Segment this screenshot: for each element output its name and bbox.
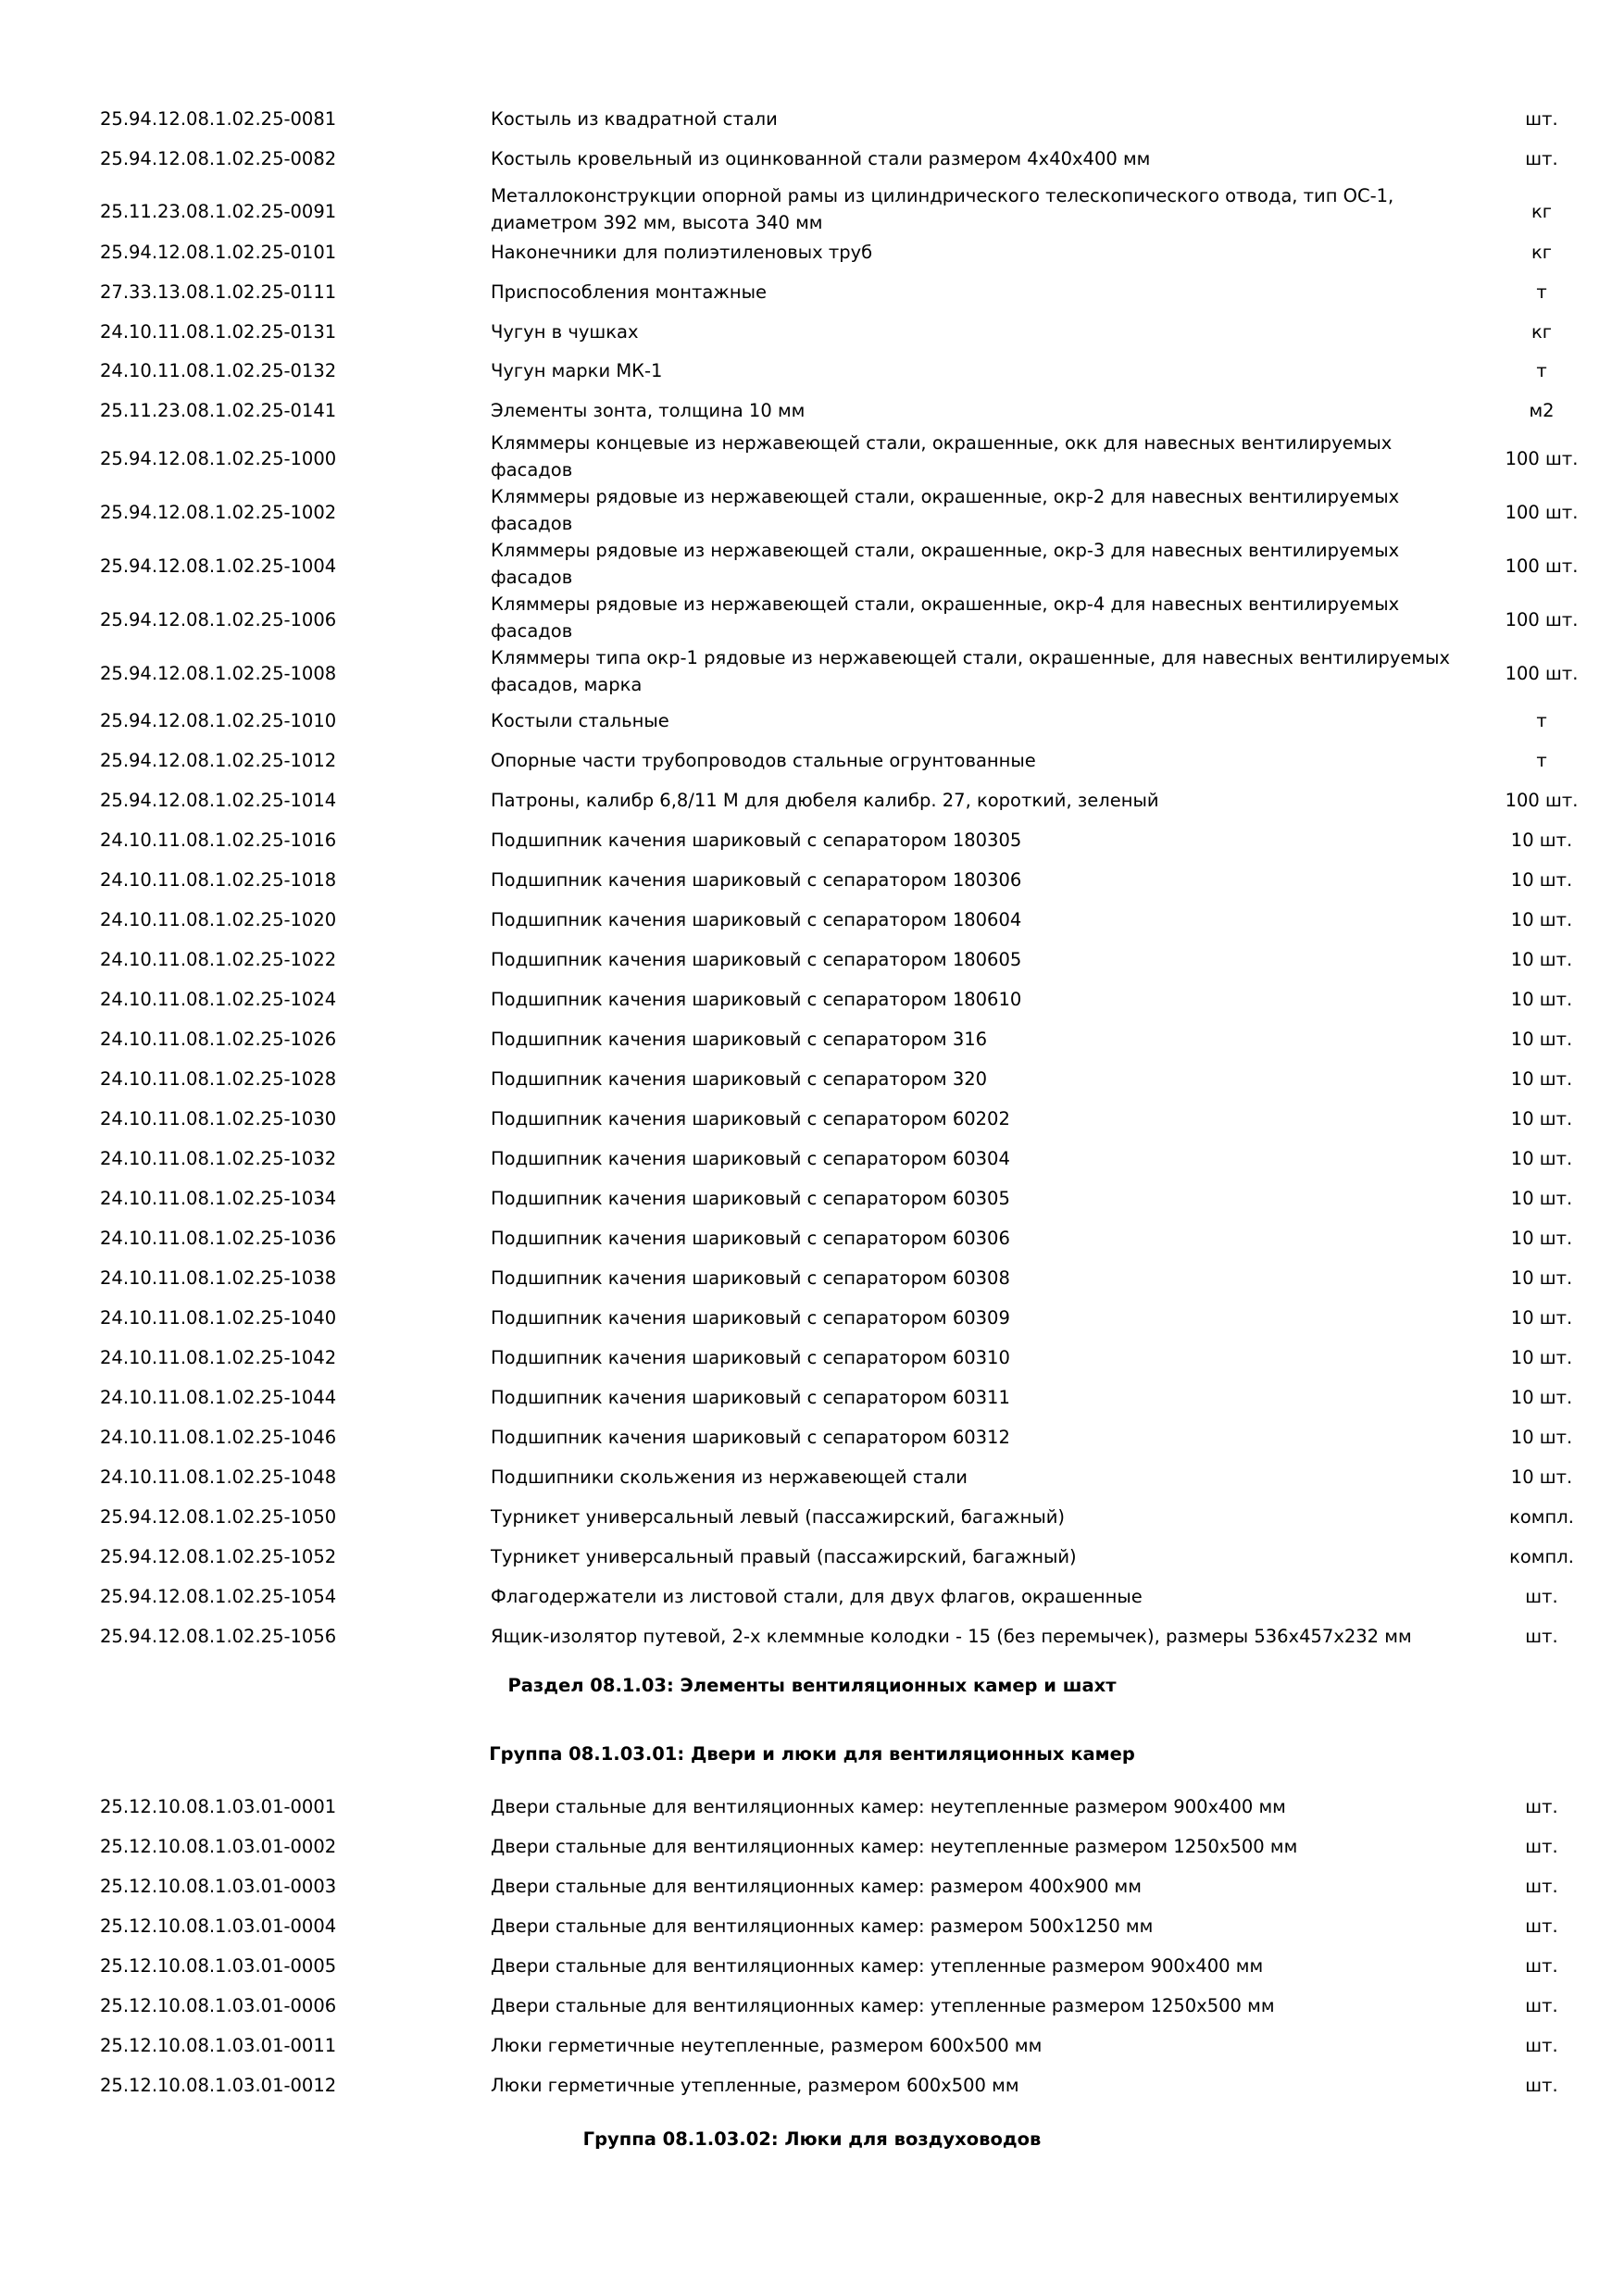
- row-code: 25.94.12.08.1.02.25-1054: [100, 1586, 337, 1607]
- row-code: 24.10.11.08.1.02.25-1024: [100, 989, 337, 1010]
- row-unit: 100 шт.: [1505, 663, 1579, 684]
- row-code: 25.94.12.08.1.02.25-1012: [100, 750, 337, 771]
- row-code: 24.10.11.08.1.02.25-1022: [100, 949, 337, 970]
- group-heading: Группа 08.1.03.02: Люки для воздуховодов: [582, 2128, 1042, 2150]
- row-name: Двери стальные для вентиляционных камер: неутепленные размером 1250х500 мм: [491, 1836, 1298, 1857]
- row-unit: 100 шт.: [1505, 555, 1579, 577]
- section-heading: Раздел 08.1.03: Элементы вентиляционных камер и шахт: [507, 1675, 1117, 1696]
- row-code: 24.10.11.08.1.02.25-1018: [100, 869, 337, 891]
- row-unit: 10 шт.: [1510, 989, 1573, 1010]
- row-code: 24.10.11.08.1.02.25-1048: [100, 1466, 337, 1488]
- row-name: Патроны, калибр 6,8/11 М для дюбеля калибр. 27, короткий, зеленый: [491, 790, 1159, 811]
- row-unit: 10 шт.: [1510, 1188, 1573, 1209]
- row-name: Турникет универсальный правый (пассажирский, багажный): [491, 1546, 1077, 1567]
- row-unit: кг: [1530, 242, 1553, 263]
- row-code: 27.33.13.08.1.02.25-0111: [100, 281, 337, 303]
- row-unit: шт.: [1525, 1915, 1558, 1937]
- row-name: Подшипник качения шариковый с сепаратором 60202: [491, 1108, 1010, 1129]
- row-unit: 10 шт.: [1510, 1427, 1573, 1448]
- row-code: 24.10.11.08.1.02.25-0132: [100, 360, 337, 381]
- row-unit: шт.: [1525, 1836, 1558, 1857]
- row-code: 24.10.11.08.1.02.25-1034: [100, 1188, 337, 1209]
- row-name: Приспособления монтажные: [491, 281, 768, 303]
- row-code: 24.10.11.08.1.02.25-1016: [100, 830, 337, 851]
- row-unit: шт.: [1525, 1586, 1558, 1607]
- row-code: 25.94.12.08.1.02.25-1010: [100, 710, 337, 731]
- row-name: Костыли стальные: [491, 710, 669, 731]
- row-code: 24.10.11.08.1.02.25-0131: [100, 321, 337, 343]
- row-unit: 10 шт.: [1510, 909, 1573, 930]
- row-code: 24.10.11.08.1.02.25-1042: [100, 1347, 337, 1368]
- row-unit: шт.: [1525, 1796, 1558, 1817]
- row-unit: компл.: [1509, 1546, 1574, 1567]
- row-code: 25.94.12.08.1.02.25-1056: [100, 1626, 337, 1647]
- row-unit: 10 шт.: [1510, 1068, 1573, 1090]
- row-code: 25.94.12.08.1.02.25-1000: [100, 448, 337, 469]
- row-name: Опорные части трубопроводов стальные огрунтованные: [491, 750, 1036, 771]
- row-name: Подшипник качения шариковый с сепаратором 180306: [491, 869, 1022, 891]
- row-unit: шт.: [1525, 1995, 1558, 2016]
- row-name: Кляммеры рядовые из нержавеющей стали, окрашенные, окр-2 для навесных вентилируемых фасадов: [491, 486, 1400, 534]
- row-code: 25.94.12.08.1.02.25-0081: [100, 108, 337, 130]
- row-name: Турникет универсальный левый (пассажирский, багажный): [491, 1506, 1066, 1528]
- row-code: 25.12.10.08.1.03.01-0001: [100, 1796, 337, 1817]
- row-code: 25.94.12.08.1.02.25-0101: [100, 242, 337, 263]
- row-name: Подшипник качения шариковый с сепаратором 60304: [491, 1148, 1010, 1169]
- row-name: Подшипник качения шариковый с сепаратором 60312: [491, 1427, 1010, 1448]
- row-name: Кляммеры типа окр-1 рядовые из нержавеющей стали, окрашенные, для навесных вентилируемых фасадов, марка: [491, 647, 1451, 695]
- row-name: Подшипники скольжения из нержавеющей стали: [491, 1466, 968, 1488]
- row-name: Подшипник качения шариковый с сепаратором 60311: [491, 1387, 1010, 1408]
- row-unit: шт.: [1525, 148, 1558, 169]
- row-name: Подшипник качения шариковый с сепаратором 180605: [491, 949, 1022, 970]
- row-name: Наконечники для полиэтиленовых труб: [491, 242, 873, 263]
- row-name: Подшипник качения шариковый с сепаратором 60309: [491, 1307, 1010, 1329]
- row-code: 24.10.11.08.1.02.25-1028: [100, 1068, 337, 1090]
- row-unit: 10 шт.: [1510, 830, 1573, 851]
- row-unit: т: [1536, 750, 1547, 771]
- row-code: 25.94.12.08.1.02.25-1002: [100, 502, 337, 523]
- row-code: 25.94.12.08.1.02.25-1006: [100, 609, 337, 630]
- row-code: 24.10.11.08.1.02.25-1038: [100, 1267, 337, 1289]
- row-unit: 100 шт.: [1505, 502, 1579, 523]
- row-name: Подшипник качения шариковый с сепаратором 180305: [491, 830, 1022, 851]
- row-code: 25.11.23.08.1.02.25-0091: [100, 201, 337, 222]
- row-code: 25.12.10.08.1.03.01-0003: [100, 1876, 337, 1897]
- row-name: Кляммеры концевые из нержавеющей стали, окрашенные, окк для навесных вентилируемых фасадов: [491, 432, 1393, 480]
- row-unit: 10 шт.: [1510, 1148, 1573, 1169]
- row-name: Кляммеры рядовые из нержавеющей стали, окрашенные, окр-3 для навесных вентилируемых фасадов: [491, 540, 1400, 588]
- row-unit: 10 шт.: [1510, 1347, 1573, 1368]
- row-code: 24.10.11.08.1.02.25-1026: [100, 1029, 337, 1050]
- row-name: Подшипник качения шариковый с сепаратором 60305: [491, 1188, 1010, 1209]
- row-name: Подшипник качения шариковый с сепаратором 60308: [491, 1267, 1010, 1289]
- row-code: 25.94.12.08.1.02.25-1052: [100, 1546, 337, 1567]
- row-code: 25.12.10.08.1.03.01-0012: [100, 2075, 337, 2096]
- row-unit: 10 шт.: [1510, 1466, 1573, 1488]
- row-code: 25.12.10.08.1.03.01-0011: [100, 2035, 337, 2056]
- row-name: Двери стальные для вентиляционных камер: утепленные размером 900х400 мм: [491, 1955, 1264, 1977]
- row-code: 24.10.11.08.1.02.25-1020: [100, 909, 337, 930]
- row-code: 24.10.11.08.1.02.25-1044: [100, 1387, 337, 1408]
- row-unit: т: [1536, 360, 1547, 381]
- row-code: 25.94.12.08.1.02.25-1004: [100, 555, 337, 577]
- row-unit: 10 шт.: [1510, 1228, 1573, 1249]
- row-code: 24.10.11.08.1.02.25-1030: [100, 1108, 337, 1129]
- row-unit: 100 шт.: [1505, 448, 1579, 469]
- row-name: Ящик-изолятор путевой, 2-х клеммные колодки - 15 (без перемычек), размеры 536х457х232 мм: [491, 1626, 1412, 1647]
- row-unit: шт.: [1525, 1955, 1558, 1977]
- row-name: Подшипник качения шариковый с сепаратором 320: [491, 1068, 988, 1090]
- row-code: 25.94.12.08.1.02.25-0082: [100, 148, 337, 169]
- row-name: Чугун в чушках: [491, 321, 639, 343]
- row-unit: 10 шт.: [1510, 1387, 1573, 1408]
- row-name: Костыль кровельный из оцинкованной стали размером 4х40х400 мм: [491, 148, 1151, 169]
- row-code: 25.12.10.08.1.03.01-0002: [100, 1836, 337, 1857]
- row-name: Подшипник качения шариковый с сепаратором 180604: [491, 909, 1022, 930]
- row-unit: т: [1536, 281, 1547, 303]
- row-name: Флагодержатели из листовой стали, для двух флагов, окрашенные: [491, 1586, 1143, 1607]
- row-code: 25.94.12.08.1.02.25-1050: [100, 1506, 337, 1528]
- row-name: Элементы зонта, толщина 10 мм: [491, 400, 806, 421]
- row-unit: шт.: [1525, 2075, 1558, 2096]
- row-unit: м2: [1529, 400, 1555, 421]
- row-code: 24.10.11.08.1.02.25-1040: [100, 1307, 337, 1329]
- row-code: 25.12.10.08.1.03.01-0006: [100, 1995, 337, 2016]
- row-code: 25.94.12.08.1.02.25-1008: [100, 663, 337, 684]
- row-name: Подшипник качения шариковый с сепаратором 60310: [491, 1347, 1010, 1368]
- row-code: 24.10.11.08.1.02.25-1046: [100, 1427, 337, 1448]
- row-name: Металлоконструкции опорной рамы из цилиндрического телескопического отвода, тип ОС-1, диаметром 392 мм, высота 340 мм: [491, 185, 1394, 233]
- row-unit: 10 шт.: [1510, 949, 1573, 970]
- row-name: Люки герметичные утепленные, размером 600х500 мм: [491, 2075, 1019, 2096]
- row-code: 24.10.11.08.1.02.25-1032: [100, 1148, 337, 1169]
- row-name: Двери стальные для вентиляционных камер: размером 500х1250 мм: [491, 1915, 1154, 1937]
- row-unit: 10 шт.: [1510, 1029, 1573, 1050]
- row-name: Подшипник качения шариковый с сепаратором 60306: [491, 1228, 1010, 1249]
- row-unit: 100 шт.: [1505, 790, 1579, 811]
- row-unit: кг: [1530, 201, 1553, 222]
- row-name: Подшипник качения шариковый с сепаратором 180610: [491, 989, 1022, 1010]
- group-heading: Группа 08.1.03.01: Двери и люки для вентиляционных камер: [489, 1743, 1135, 1765]
- row-unit: компл.: [1509, 1506, 1574, 1528]
- row-unit: 10 шт.: [1510, 1108, 1573, 1129]
- row-unit: 10 шт.: [1510, 1307, 1573, 1329]
- row-unit: шт.: [1525, 1626, 1558, 1647]
- row-unit: 10 шт.: [1510, 1267, 1573, 1289]
- row-unit: т: [1536, 710, 1547, 731]
- row-name: Люки герметичные неутепленные, размером 600х500 мм: [491, 2035, 1043, 2056]
- row-name: Чугун марки МК-1: [491, 360, 663, 381]
- row-unit: шт.: [1525, 108, 1558, 130]
- row-name: Двери стальные для вентиляционных камер: утепленные размером 1250х500 мм: [491, 1995, 1275, 2016]
- row-code: 25.12.10.08.1.03.01-0005: [100, 1955, 337, 1977]
- row-code: 24.10.11.08.1.02.25-1036: [100, 1228, 337, 1249]
- row-unit: шт.: [1525, 2035, 1558, 2056]
- row-code: 25.11.23.08.1.02.25-0141: [100, 400, 337, 421]
- row-name: Кляммеры рядовые из нержавеющей стали, окрашенные, окр-4 для навесных вентилируемых фасадов: [491, 593, 1400, 642]
- row-unit: кг: [1530, 321, 1553, 343]
- row-unit: шт.: [1525, 1876, 1558, 1897]
- row-code: 25.94.12.08.1.02.25-1014: [100, 790, 337, 811]
- row-code: 25.12.10.08.1.03.01-0004: [100, 1915, 337, 1937]
- row-name: Двери стальные для вентиляционных камер: неутепленные размером 900х400 мм: [491, 1796, 1286, 1817]
- row-name: Двери стальные для вентиляционных камер: размером 400х900 мм: [491, 1876, 1142, 1897]
- row-unit: 10 шт.: [1510, 869, 1573, 891]
- row-name: Костыль из квадратной стали: [491, 108, 778, 130]
- row-name: Подшипник качения шариковый с сепаратором 316: [491, 1029, 988, 1050]
- row-unit: 100 шт.: [1505, 609, 1579, 630]
